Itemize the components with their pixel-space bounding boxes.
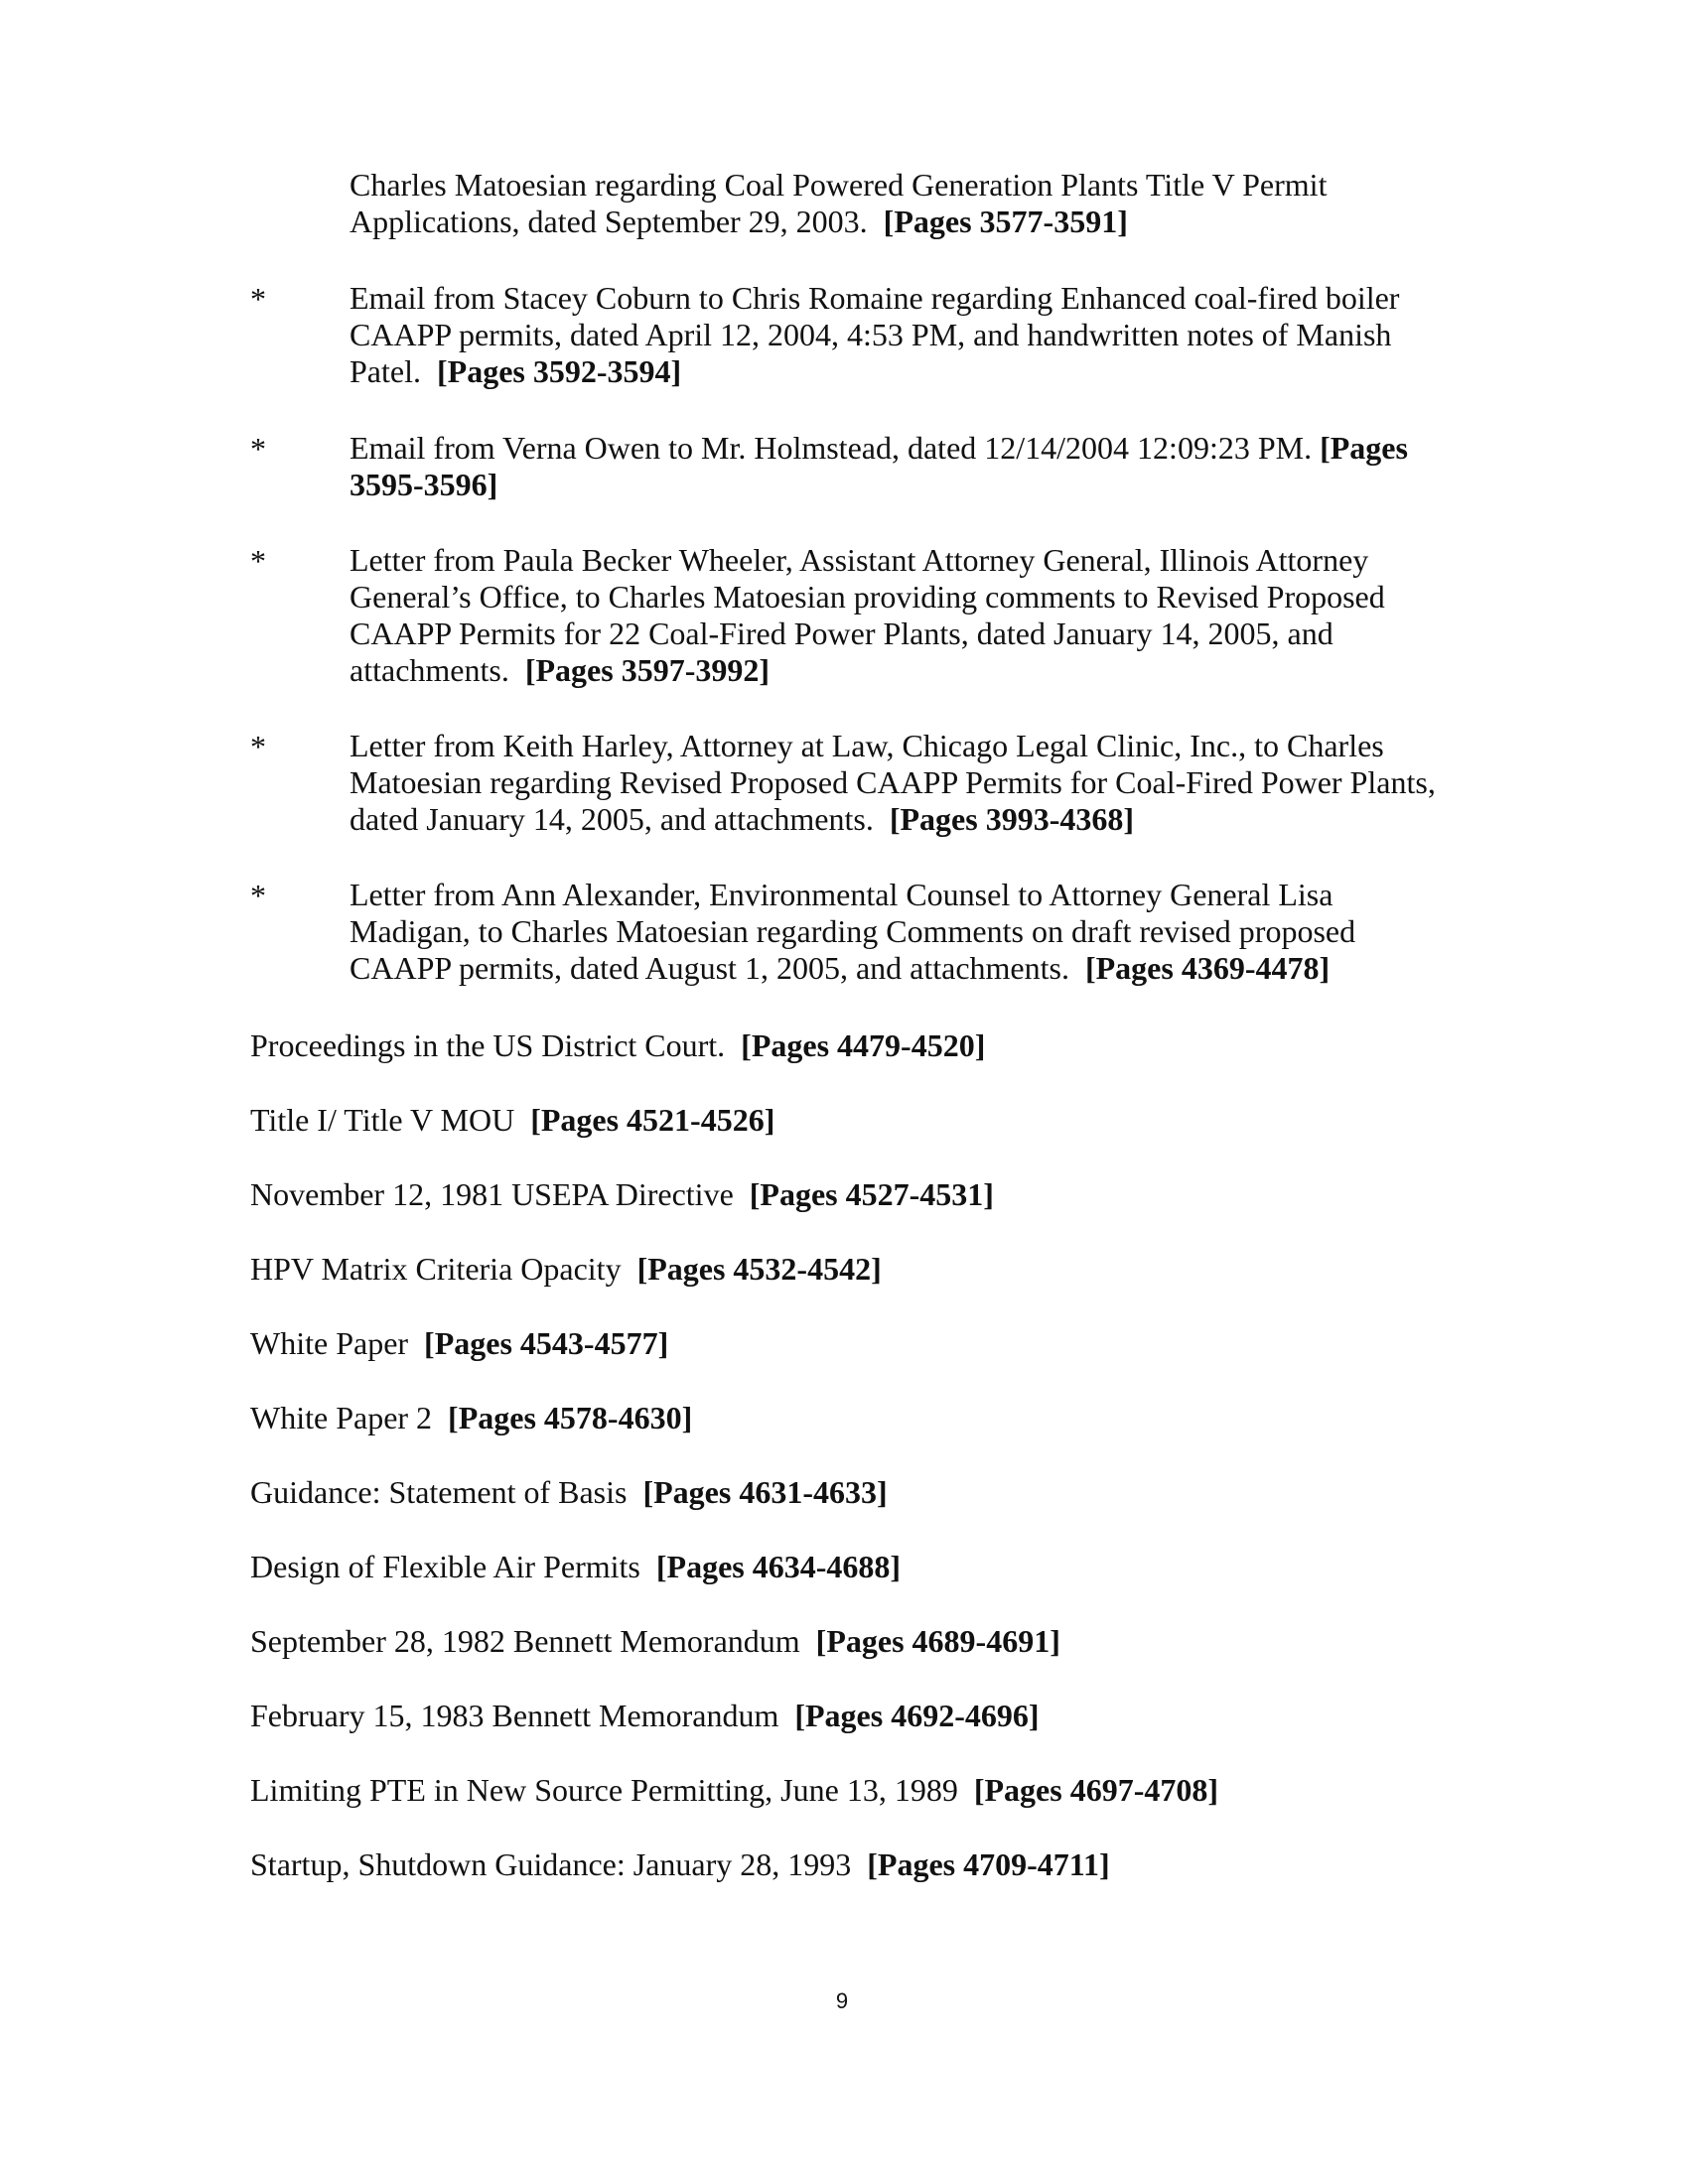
bullet-page-ref: [Pages 4369-4478] — [1084, 950, 1331, 986]
entry-text: Guidance: Statement of Basis — [250, 1474, 628, 1510]
entry-page-ref: [Pages 4689-4691] — [815, 1623, 1060, 1659]
bullet-text: Letter from Paula Becker Wheeler, Assistant Attorney General, Illinois Attorney General’s Office, to Charles Matoesian providing comments to Revised Proposed CAAPP Permits for 22 Coal-Fired Power Plants, dated January 14, 2005, and attachments. — [350, 542, 1385, 688]
bullet-marker: * — [250, 543, 266, 579]
list-item — [250, 1399, 692, 1436]
bullet-item — [350, 728, 1462, 838]
entry-page-ref: [Pages 4578-4630] — [448, 1400, 693, 1435]
entry-page-ref: [Pages 4697-4708] — [973, 1772, 1218, 1808]
list-item — [250, 1771, 1218, 1809]
bullet-marker: * — [250, 431, 266, 467]
entry-text: Title I/ Title V MOU — [250, 1102, 515, 1138]
bullet-text: Email from Verna Owen to Mr. Holmstead, dated 12/14/2004 12:09:23 PM. — [350, 430, 1313, 466]
entry-page-ref: [Pages 4479-4520] — [741, 1027, 986, 1063]
list-item — [250, 1250, 882, 1288]
bullet-page-ref: [Pages 3597-3992] — [524, 652, 770, 688]
entry-page-ref: [Pages 4543-4577] — [424, 1325, 669, 1361]
bullet-item — [350, 542, 1462, 689]
bullet-text: Letter from Ann Alexander, Environmental Counsel to Attorney General Lisa Madigan, to Charles Matoesian regarding Comments on draft revised proposed CAAPP permits, dated August 1, 2005, and attachments. — [350, 877, 1356, 986]
entry-page-ref: [Pages 4634-4688] — [655, 1549, 902, 1584]
list-item — [250, 1548, 901, 1585]
continuation-paragraph — [350, 167, 1462, 240]
page-number: 9 — [835, 1988, 849, 2013]
entry-page-ref: [Pages 4532-4542] — [636, 1251, 882, 1287]
bullet-item — [350, 280, 1462, 390]
list-item — [250, 1175, 994, 1213]
entry-text: White Paper 2 — [250, 1400, 433, 1435]
bullet-item — [350, 430, 1462, 503]
entry-text: September 28, 1982 Bennett Memorandum — [250, 1623, 800, 1659]
entry-text: Proceedings in the US District Court. — [250, 1027, 726, 1063]
list-item — [250, 1026, 985, 1064]
list-item — [250, 1324, 668, 1362]
bullet-item — [350, 877, 1462, 987]
entry-page-ref: [Pages 4527-4531] — [749, 1176, 994, 1212]
continuation-text: Charles Matoesian regarding Coal Powered Generation Plants Title V Permit Applications, dated September 29, 2003. — [350, 167, 1328, 239]
continuation-page-ref: [Pages 3577-3591] — [883, 204, 1128, 239]
list-item — [250, 1697, 1040, 1734]
list-item — [250, 1473, 888, 1511]
entry-text: February 15, 1983 Bennett Memorandum — [250, 1698, 779, 1733]
bullet-text: Email from Stacey Coburn to Chris Romaine regarding Enhanced coal-fired boiler CAAPP permits, dated April 12, 2004, 4:53 PM, and handwritten notes of Manish Patel. — [350, 280, 1400, 389]
entry-page-ref: [Pages 4631-4633] — [642, 1474, 888, 1510]
list-item — [250, 1101, 774, 1139]
bullet-marker: * — [250, 878, 266, 913]
bullet-text: Letter from Keith Harley, Attorney at Law, Chicago Legal Clinic, Inc., to Charles Matoesian regarding Revised Proposed CAAPP Permits for Coal-Fired Power Plants, dated January 14, 2005, and attachments. — [350, 728, 1436, 837]
entry-page-ref: [Pages 4692-4696] — [794, 1698, 1040, 1733]
list-item — [250, 1845, 1110, 1883]
entry-page-ref: [Pages 4709-4711] — [867, 1846, 1110, 1882]
bullet-marker: * — [250, 281, 266, 317]
bullet-page-ref: [Pages 3595-3596] — [350, 430, 1408, 502]
entry-page-ref: [Pages 4521-4526] — [530, 1102, 775, 1138]
bullet-page-ref: [Pages 3993-4368] — [889, 801, 1135, 837]
entry-text: Limiting PTE in New Source Permitting, June 13, 1989 — [250, 1772, 958, 1808]
entry-text: November 12, 1981 USEPA Directive — [250, 1176, 734, 1212]
bullet-page-ref: [Pages 3592-3594] — [436, 353, 682, 389]
entry-text: Design of Flexible Air Permits — [250, 1549, 640, 1584]
list-item — [250, 1622, 1060, 1660]
bullet-marker: * — [250, 729, 266, 764]
entry-text: HPV Matrix Criteria Opacity — [250, 1251, 622, 1287]
entry-text: Startup, Shutdown Guidance: January 28, 1993 — [250, 1846, 852, 1882]
entry-text: White Paper — [250, 1325, 409, 1361]
